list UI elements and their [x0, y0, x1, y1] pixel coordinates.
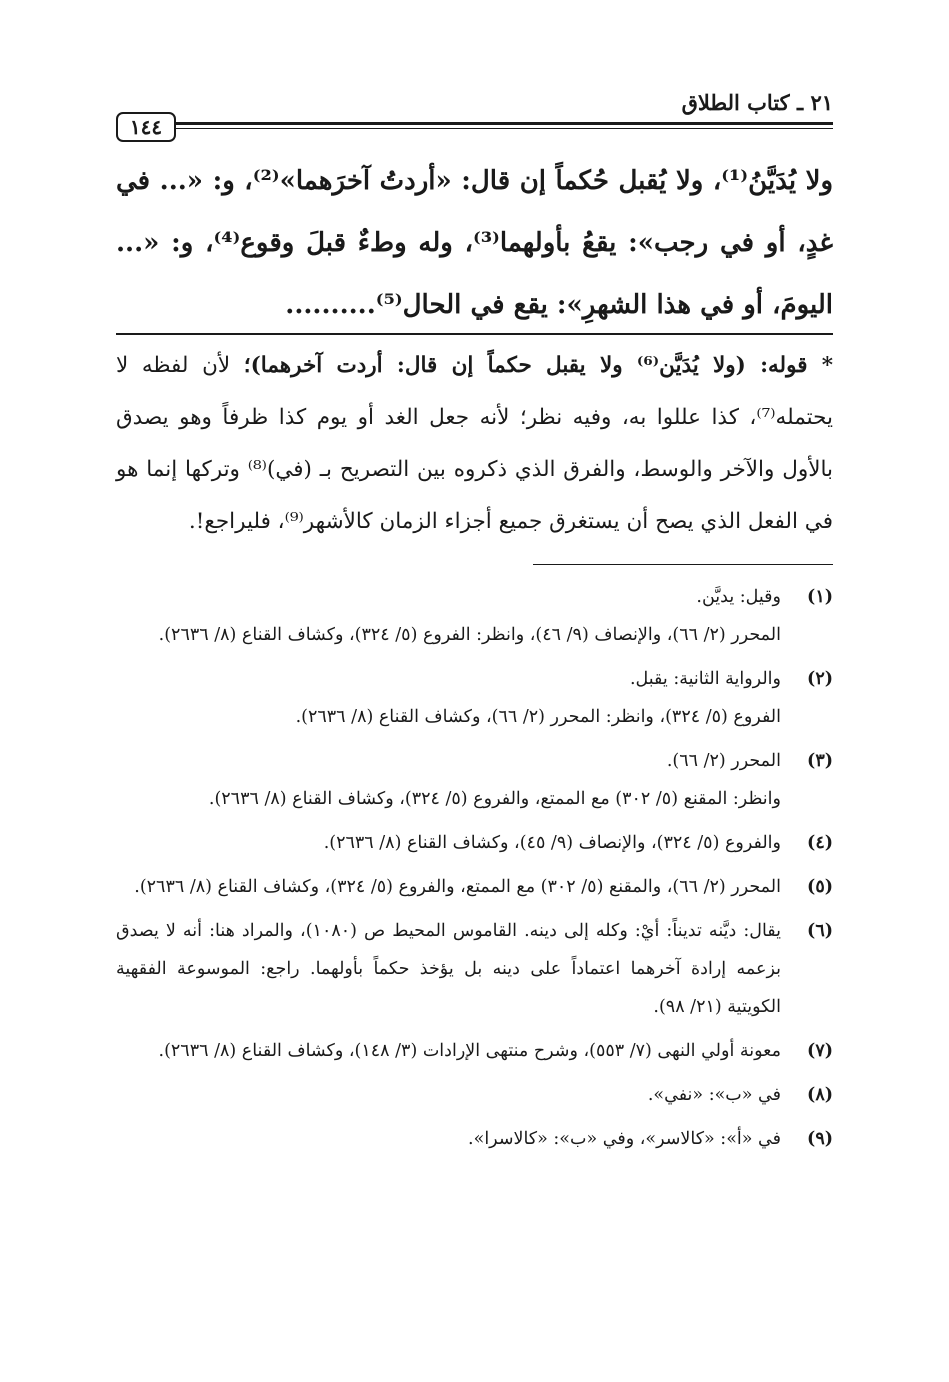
footnote-number: (٨) — [807, 1085, 833, 1105]
commentary-lead: * قوله: (ولا يُدَيَّن⁽⁶⁾ ولا يقبل حكماً إن قال: أردت آخرهما)؛ — [243, 353, 833, 378]
footnote-number: (٥) — [807, 877, 833, 897]
footnote-line: والرواية الثانية: يقبل. — [629, 669, 781, 689]
footnote-number: (١) — [807, 587, 833, 607]
footnote-4 — [116, 824, 833, 862]
footnote-line: معونة أولي النهى (٧/ ٥٥٣)، وشرح منتهى الإرادات (٣/ ١٤٨)، وكشاف القناع (٨/ ٢٦٣٦). — [158, 1041, 781, 1061]
footnote-3 — [116, 742, 833, 818]
footnote-line: المحرر (٢/ ٦٦)، والمقنع (٥/ ٣٠٢) مع الممتع، والفروع (٥/ ٣٢٤)، وكشاف القناع (٨/ ٢٦٣٦). — [134, 877, 781, 897]
main-text: ولا يُدَيَّنُ⁽¹⁾، ولا يُقبل حُكماً إن قال: «أردتُ آخرَهما»⁽²⁾، و: «... في غدٍ، أو في رجب»: يقعُ بأولهما⁽³⁾، وله وطءٌ قبلَ وقوع⁽⁴⁾، و: «... اليومَ، أو في هذا الشهرِ»: يقع في الحال⁽⁵⁾.......... — [116, 166, 834, 320]
footnote-2 — [116, 660, 833, 736]
footnote-5 — [116, 868, 833, 906]
footnote-6 — [116, 912, 833, 1026]
footnote-separator — [533, 564, 833, 565]
main-text-separator — [116, 333, 833, 335]
footnote-line: المحرر (٢/ ٦٦)، والإنصاف (٩/ ٤٦)، وانظر: الفروع (٥/ ٣٢٤)، وكشاف القناع (٨/ ٢٦٣٦). — [158, 625, 781, 645]
footnote-line: في «ب»: «نفي». — [647, 1085, 781, 1105]
commentary — [116, 340, 833, 548]
footnote-8 — [116, 1076, 833, 1114]
footnote-1 — [116, 578, 833, 654]
footnote-number: (٧) — [807, 1041, 833, 1061]
footnote-line: والفروع (٥/ ٣٢٤)، والإنصاف (٩/ ٤٥)، وكشاف القناع (٨/ ٢٦٣٦). — [323, 833, 781, 853]
footnote-line: وقيل: يديَّن. — [696, 587, 781, 607]
running-header — [116, 90, 833, 139]
header-rule-thin — [116, 128, 833, 129]
footnote-9 — [116, 1120, 833, 1158]
header-rule-thick — [116, 122, 833, 125]
page-number-box: ١٤٤ — [116, 112, 176, 142]
footnotes — [116, 578, 833, 1164]
footnote-number: (٦) — [807, 921, 833, 941]
footnote-number: (٩) — [807, 1129, 833, 1149]
footnote-line: المحرر (٢/ ٦٦). — [666, 751, 781, 771]
footnote-number: (٤) — [807, 833, 833, 853]
footnote-number: (٣) — [807, 751, 833, 771]
footnote-number: (٢) — [807, 669, 833, 689]
footnote-line: وانظر: المقنع (٥/ ٣٠٢) مع الممتع، والفروع (٥/ ٣٢٤)، وكشاف القناع (٨/ ٢٦٣٦). — [208, 789, 781, 809]
footnote-line: الفروع (٥/ ٣٢٤)، وانظر: المحرر (٢/ ٦٦)، وكشاف القناع (٨/ ٢٦٣٦). — [295, 707, 781, 727]
footnote-line: يقال: ديَّنه تديناً: أيْ: وكله إلى دينه. القاموس المحيط ص (١٠٨٠)، والمراد هنا: أنه لا يصدق بزعمه إرادة آخرهما اعتماداً على دينه بل يؤخذ حكماً بأولهما. راجع: الموسوعة الفقهية الكويتية (٢١/ ٩٨). — [116, 921, 781, 1017]
commentary-body: لأن لفظه لا يحتمله⁽⁷⁾، كذا عللوا به، وفيه نظر؛ لأنه جعل الغد أو يوم كذا ظرفاً وهو يصدق بالأول والآخر والوسط، والفرق الذي ذكروه بين التصريح بـ (في)⁽⁸⁾ وتركها إنما هو في الفعل الذي يصح أن يستغرق جميع أجزاء الزمان كالأشهر⁽⁹⁾، فليراجع!. — [116, 353, 834, 534]
footnote-line: في «أ»: «كالاسر»، وفي «ب»: «كالاسرا». — [468, 1129, 781, 1149]
chapter-title: ٢١ ـ كتاب الطلاق — [681, 90, 833, 115]
footnote-7 — [116, 1032, 833, 1070]
